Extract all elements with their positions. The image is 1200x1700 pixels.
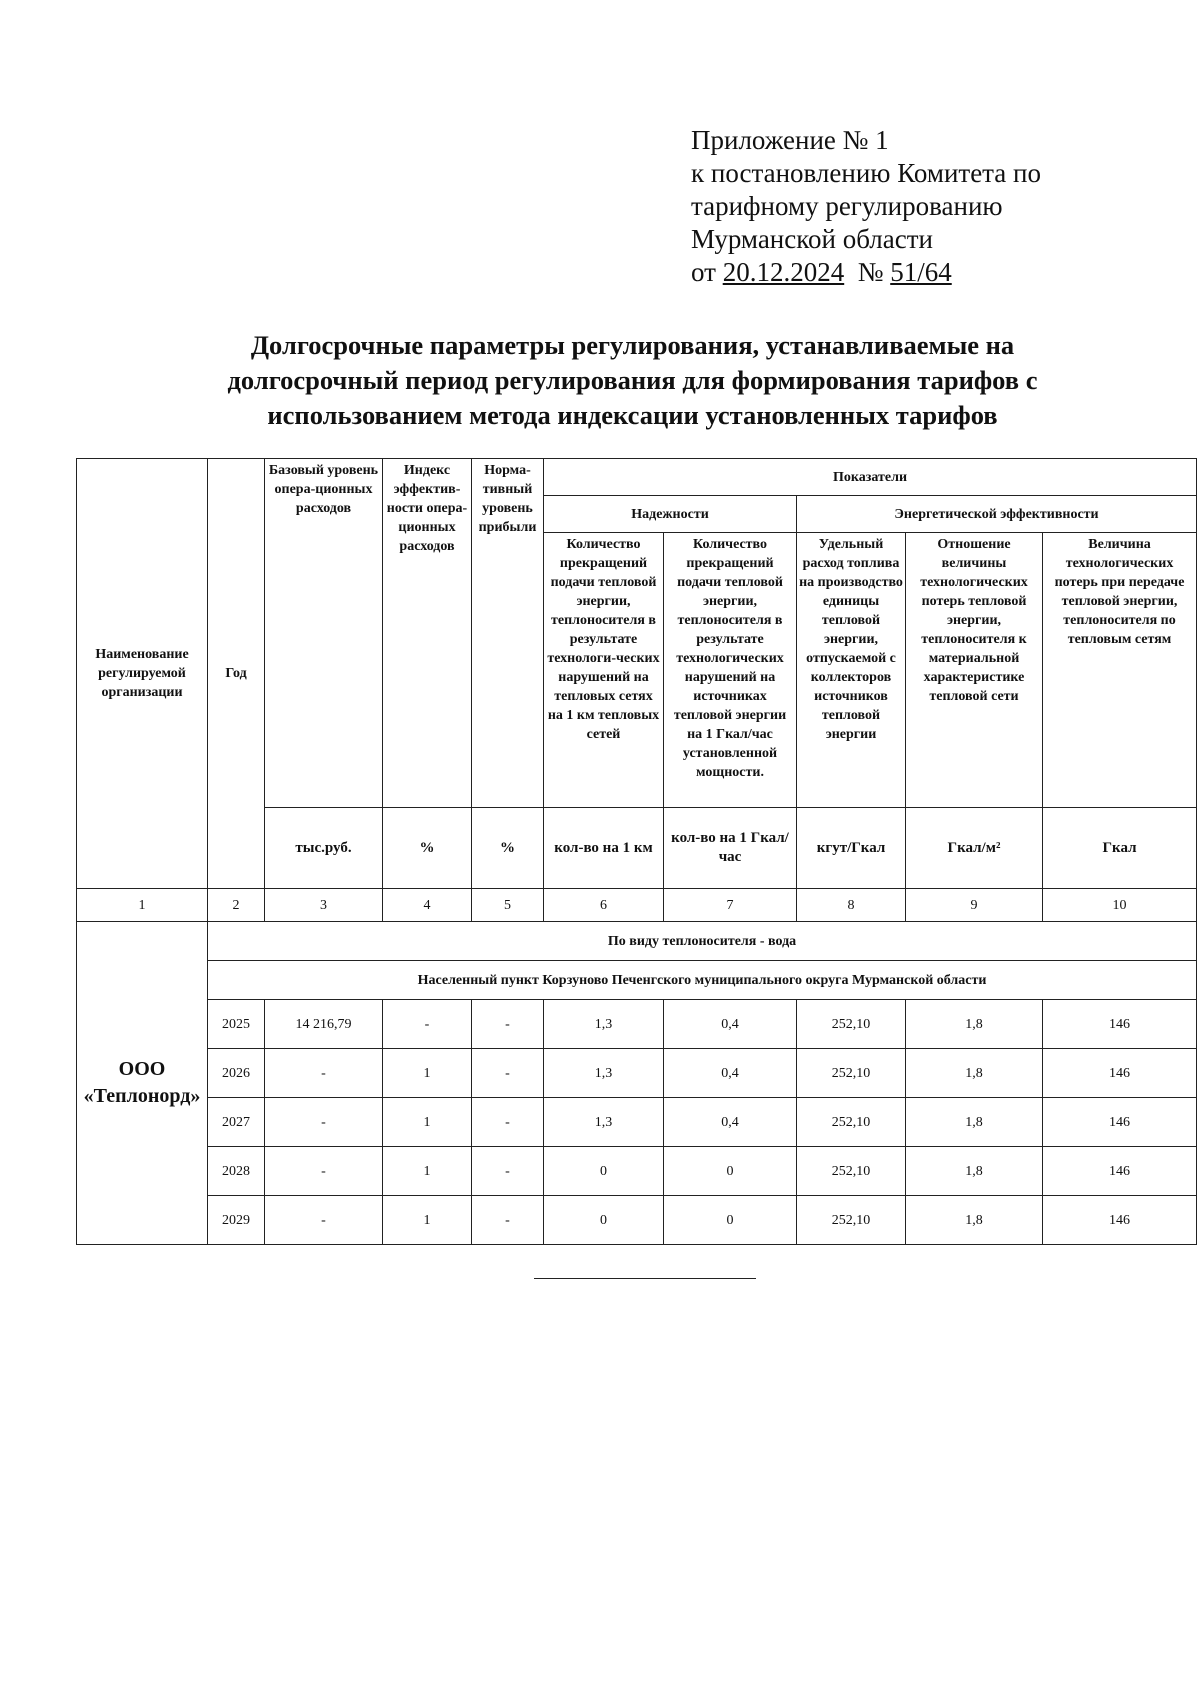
cell-col-6: 1,3 [544,1000,664,1049]
appendix-line-1: Приложение № 1 [691,125,889,155]
header-efficiency-index: Индекс эффектив-ности опера-ционных расходов [383,459,472,808]
cell-base: 14 216,79 [265,1000,383,1049]
cell-col-6: 1,3 [544,1098,664,1147]
cell-col-10: 146 [1043,1196,1197,1245]
document-title [110,328,1155,433]
cell-col-6: 0 [544,1196,664,1245]
title-line-1: Долгосрочные параметры регулирования, устанавливаемые на [250,330,1015,360]
appendix-date: 20.12.2024 [722,257,845,287]
unit-col-6: кол-во на 1 км [544,808,664,889]
cell-index: 1 [383,1147,472,1196]
number-prefix: № [857,257,884,287]
header-reliability: Надежности [544,496,797,533]
band-carrier: По виду теплоносителя - вода [208,922,1197,961]
cell-year: 2026 [208,1049,265,1098]
cell-col-10: 146 [1043,1049,1197,1098]
column-number: 10 [1043,889,1197,922]
header-col-10: Величина технологических потерь при передаче тепловой энергии, теплоносителя по тепловым сетям [1043,533,1197,808]
appendix-line-2: к постановлению Комитета по [691,158,1041,188]
header-col-6: Количество прекращений подачи тепловой энергии, теплоносителя в результате технологи-ческих нарушений на тепловых сетях на 1 км тепловых сетей [544,533,664,808]
cell-col-9: 1,8 [906,1098,1043,1147]
column-number: 9 [906,889,1043,922]
header-indicators: Показатели [544,459,1197,496]
table-row [77,1196,1197,1245]
column-number: 3 [265,889,383,922]
column-number: 8 [797,889,906,922]
cell-col-8: 252,10 [797,1000,906,1049]
cell-col-9: 1,8 [906,1000,1043,1049]
cell-col-10: 146 [1043,1147,1197,1196]
cell-index: 1 [383,1196,472,1245]
band-row-carrier [77,922,1197,961]
cell-col-9: 1,8 [906,1049,1043,1098]
title-line-3: использованием метода индексации установленных тарифов [267,400,998,430]
unit-profit: % [472,808,544,889]
cell-index: - [383,1000,472,1049]
cell-col-8: 252,10 [797,1196,906,1245]
cell-col-7: 0,4 [664,1049,797,1098]
table-row [77,1000,1197,1049]
column-number: 6 [544,889,664,922]
column-number: 7 [664,889,797,922]
band-locality: Населенный пункт Корзуново Печенгского муниципального округа Мурманской области [208,961,1197,1000]
cell-index: 1 [383,1049,472,1098]
header-col-8: Удельный расход топлива на производство единицы тепловой энергии, отпускаемой с коллекторов источников тепловой энергии [797,533,906,808]
cell-year: 2029 [208,1196,265,1245]
header-col-7: Количество прекращений подачи тепловой энергии, теплоносителя в результате технологических нарушений на источниках тепловой энергии на 1 Гкал/час установленной мощности. [664,533,797,808]
cell-year: 2027 [208,1098,265,1147]
column-number: 1 [77,889,208,922]
appendix-number: 51/64 [890,257,952,287]
header-col-9: Отношение величины технологических потерь тепловой энергии, теплоносителя к материальной характеристике тепловой сети [906,533,1043,808]
cell-col-9: 1,8 [906,1196,1043,1245]
cell-col-9: 1,8 [906,1147,1043,1196]
column-number: 5 [472,889,544,922]
cell-index: 1 [383,1098,472,1147]
header-org: Наименование регулируемой организации [77,459,208,889]
cell-col-6: 1,3 [544,1049,664,1098]
header-energy-efficiency: Энергетической эффективности [797,496,1197,533]
cell-base: - [265,1147,383,1196]
cell-year: 2028 [208,1147,265,1196]
cell-col-7: 0,4 [664,1098,797,1147]
table-row [77,1049,1197,1098]
appendix-line-4: Мурманской области [691,224,933,254]
band-row-locality [77,961,1197,1000]
organization-name: ООО «Теплонорд» [77,922,208,1245]
appendix-line-3: тарифному регулированию [691,191,1003,221]
cell-col-8: 252,10 [797,1049,906,1098]
cell-col-8: 252,10 [797,1147,906,1196]
parameters-table [76,458,1197,1245]
header-base-expenses: Базовый уровень опера-ционных расходов [265,459,383,808]
title-line-2: долгосрочный период регулирования для формирования тарифов с [227,365,1038,395]
cell-base: - [265,1049,383,1098]
cell-profit: - [472,1196,544,1245]
cell-profit: - [472,1000,544,1049]
cell-profit: - [472,1098,544,1147]
closing-rule [534,1278,756,1279]
appendix-date-line [691,256,1041,289]
unit-col-8: кгут/Гкал [797,808,906,889]
cell-year: 2025 [208,1000,265,1049]
date-prefix: от [691,257,716,287]
cell-profit: - [472,1147,544,1196]
cell-col-6: 0 [544,1147,664,1196]
cell-base: - [265,1196,383,1245]
header-row-1 [77,459,1197,496]
cell-col-8: 252,10 [797,1098,906,1147]
unit-base: тыс.руб. [265,808,383,889]
table-row [77,1147,1197,1196]
unit-index: % [383,808,472,889]
cell-col-7: 0 [664,1147,797,1196]
header-year: Год [208,459,265,889]
cell-col-10: 146 [1043,1000,1197,1049]
unit-col-7: кол-во на 1 Гкал/час [664,808,797,889]
table-row [77,1098,1197,1147]
column-number: 4 [383,889,472,922]
cell-col-7: 0 [664,1196,797,1245]
cell-col-7: 0,4 [664,1000,797,1049]
column-number: 2 [208,889,265,922]
cell-base: - [265,1098,383,1147]
unit-col-9: Гкал/м² [906,808,1043,889]
cell-profit: - [472,1049,544,1098]
column-numbers-row [77,889,1197,922]
appendix-block [691,124,1041,289]
cell-col-10: 146 [1043,1098,1197,1147]
unit-col-10: Гкал [1043,808,1197,889]
header-profit-level: Норма-тивный уровень прибыли [472,459,544,808]
